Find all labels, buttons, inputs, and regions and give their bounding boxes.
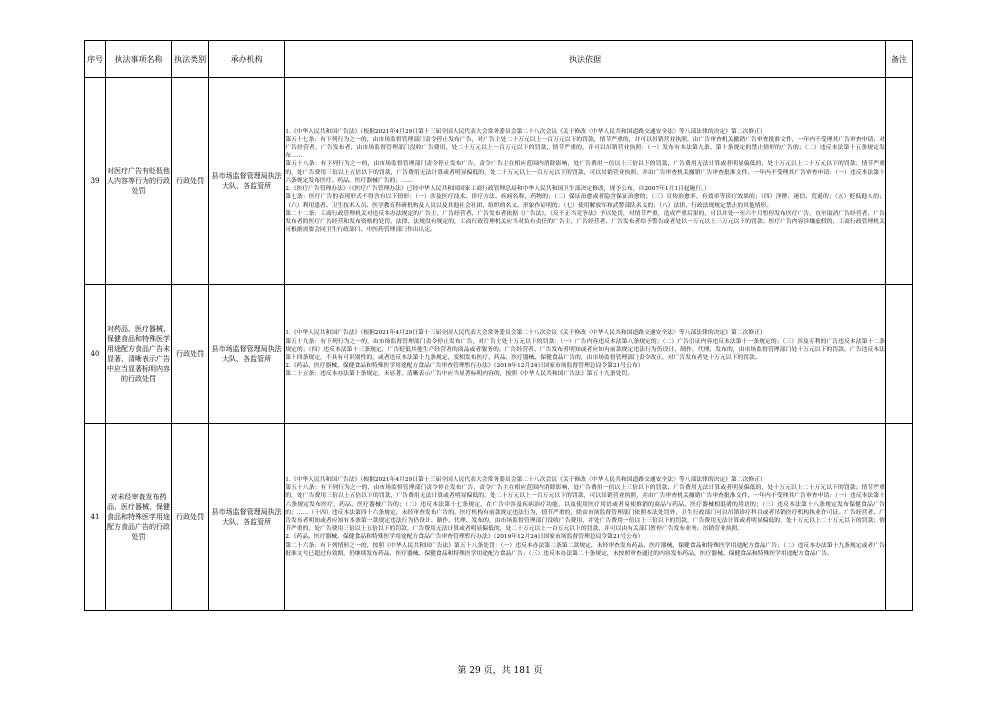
row-no: 41 xyxy=(85,424,106,611)
row-note xyxy=(885,424,912,611)
row-category: 行政处罚 xyxy=(172,78,209,285)
row-item-name: 对药品、医疗器械、保健食品和特殊医学用途配方食品广告未显著、清晰表示广告中应当显著标明内容的行政处罚 xyxy=(106,285,172,424)
header-organization: 承办机构 xyxy=(209,41,285,78)
header-note: 备注 xyxy=(885,41,912,78)
legal-basis-text: 1.《中华人民共和国广告法》（根据2021年4月29日第十三届全国人民代表大会常务委员会第二十八次会议《关于修改〈中华人民共和国道路交通安全法〉等八部法律的决定》第二次修正） 第五十九条：有下列行为之一的，由市场监督管理部门责令停止发布广告，对广告主处十万元以下的罚款：（一）广告内容违反本法第八条规定的；（二）广告引证内容违反本法第十一条规定的；（三）涉及专利的广告违反本法第十二条规定的；（四）违反本法第十三条规定，广告贬低其他生产经营者的商品或者服务的。广告经营者、广告发布者明知或者应知有前款规定违法行为仍设计、制作、代理、发布的，由市场监督管理部门处十万元以下的罚款。广告违反本法第十四条规定，不具有可识别性的，或者违反本法第十九条规定，变相发布医疗、药品、医疗器械、保健食品广告的，由市场监督管理部门责令改正，对广告发布者处十万元以下的罚款。 2.《药品、医疗器械、保健食品和特殊医学用途配方食品广告审查管理暂行办法》（2019年12月24日国家市场监督管理总局令第21号公布） 第二十五条：违反本办法第十条规定，未显著、清晰表示广告中应当显著标明内容的，按照《中华人民共和国广告法》第五十九条处罚。 xyxy=(285,330,885,378)
row-note xyxy=(885,285,912,424)
page-footer: 第 29 页，共 181 页 xyxy=(457,666,543,676)
row-note xyxy=(885,78,912,285)
table-header-row xyxy=(85,41,913,78)
row-item-name: 对未经审查发布药品、医疗器械、保健食品和特殊医学用途配方食品广告的行政处罚 xyxy=(106,424,172,611)
legal-basis-text: 1.《中华人民共和国广告法》（根据2021年4月29日第十三届全国人民代表大会常务委员会第二十八次会议《关于修改〈中华人民共和国道路交通安全法〉等八部法律的决定》第二次修正） 第五十七条：有下列行为之一的，由市场监督管理部门责令停止发布广告，对广告主处二十万元以上一百万元以下的罚款，情节严重的，并可以吊销营业执照，由广告审查机关撤销广告审查批准文件，一年内不受理其广告审查申请；对广告经营者、广告发布者，由市场监督管理部门没收广告费用，处二十万元以上一百万元以下的罚款，情节严重的，并可以吊销营业执照：（一）发布有本法第九条、第十条规定的禁止情形的广告的；（二）违反本法第十五条规定发布…… 第五十八条：有下列行为之一的，由市场监督管理部门责令停止发布广告，责令广告主在相应范围内消除影响，处广告费用一倍以上三倍以下的罚款，广告费用无法计算或者明显偏低的，处十万元以上二十万元以下的罚款；情节严重的，处广告费用三倍以上五倍以下的罚款，广告费用无法计算或者明显偏低的，处二十万元以上一百万元以下的罚款，可以吊销营业执照，并由广告审查机关撤销广告审查批准文件、一年内不受理其广告审查申请：（一）违反本法第十六条规定发布医疗、药品、医疗器械广告的；…… 2.《医疗广告管理办法》（《医疗广告管理办法》已经中华人民共和国国家工商行政管理总局和中华人民共和国卫生部决定修改，现予公布，自2007年1月1日起施行。） 第七条：医疗广告的表现形式不得含有以下情形：（一）涉及医疗技术、诊疗方法、疾病名称、药物的；（二）保证治愈或者隐含保证治愈的；（三）宣传治愈率、有效率等诊疗效果的；（四）淫秽、迷信、荒诞的；（五）贬低他人的；（六）利用患者、卫生技术人员、医学教育科研机构及人员以及其他社会社团、组织的名义、形象作证明的；（七）使用解放军和武警部队名义的；（八）法律、行政法规规定禁止的其他情形。 第二十二条：工商行政管理机关对违反本办法规定的广告主、广告经营者、广告发布者依据《广告法》、《反不正当竞争法》予以处罚，对情节严重，造成严重后果的，可以并处一至六个月暂停发布医疗广告、直至取消广告经营者、广告发布者的医疗广告经营和发布资格的处罚。法律、法规没有规定的，工商行政管理机关应当对负有责任的广告主、广告经营者、广告发布者给予警告或者处以一万元以上三万元以下的罚款；医疗广告内容涉嫌虚假的，工商行政管理机关可根据需要会同卫生行政部门、中医药管理部门作出认定。 xyxy=(285,128,885,234)
row-category: 行政处罚 xyxy=(172,424,209,611)
row-legal-basis xyxy=(285,424,886,611)
header-legal-basis: 执法依据 xyxy=(285,41,886,78)
row-legal-basis xyxy=(285,285,886,424)
row-no: 39 xyxy=(85,78,106,285)
row-organization: 县市场监督管理局执法大队、各监管所 xyxy=(209,78,285,285)
header-no: 序号 xyxy=(85,41,106,78)
table-row xyxy=(85,424,913,611)
header-category: 执法类别 xyxy=(172,41,209,78)
row-no: 40 xyxy=(85,285,106,424)
legal-basis-text: 1.《中华人民共和国广告法》（根据2021年4月29日第十三届全国人民代表大会常务委员会第二十八次会议《关于修改〈中华人民共和国道路交通安全法〉等八部法律的决定》第二次修正） 第五十八条：有下列行为之一的，由市场监督管理部门责令停止发布广告，责令广告主在相应范围内消除影响，处广告费用一倍以上三倍以下的罚款，广告费用无法计算或者明显偏低的，处十万元以上二十万元以下的罚款；情节严重的，处广告费用三倍以上五倍以下的罚款，广告费用无法计算或者明显偏低的，处二十万元以上一百万元以下的罚款，可以吊销营业执照，并由广告审查机关撤销广告审查批准文件、一年内不受理其广告审查申请：（一）违反本法第十六条规定发布医疗、药品、医疗器械广告的；（二）违反本法第十七条规定，在广告中涉及疾病治疗功能，以及使用医疗用语或者易使推销的商品与药品、医疗器械相混淆的用语的；（三）违反本法第十八条规定发布保健食品广告的；……（十四）违反本法第四十六条规定，未经审查发布广告的。医疗机构有前款规定违法行为，情节严重的，除由市场监督管理部门依照本法处罚外，卫生行政部门可以吊销诊疗科目或者吊销医疗机构执业许可证。广告经营者、广告发布者明知或者应知有本条第一款规定违法行为仍设计、制作、代理、发布的，由市场监督管理部门没收广告费用，并处广告费用一倍以上三倍以下的罚款，广告费用无法计算或者明显偏低的，处十万元以上二十万元以下的罚款；情节严重的，处广告费用三倍以上五倍以下的罚款，广告费用无法计算或者明显偏低的，处二十万元以上一百万元以下的罚款，并可以由有关部门暂停广告发布业务、吊销营业执照。 2.《药品、医疗器械、保健食品和特殊医学用途配方食品广告审查管理暂行办法》（2019年12月24日国家市场监督管理总局令第21号公布） 第二十六条：有下列情形之一的，按照《中华人民共和国广告法》第五十八条处罚：（一）违反本办法第二条第二款规定，未经审查发布药品、医疗器械、保健食品和特殊医学用途配方食品广告；（二）违反本办法第十九条规定或者广告批准文号已超过有效期，仍继续发布药品、医疗器械、保健食品和特殊医学用途配方食品广告；（三）违反本办法第二十条规定，未按照审查通过的内容发布药品、医疗器械、保健食品和特殊医学用途配方食品广告。 xyxy=(285,476,885,557)
enforcement-table xyxy=(84,40,913,611)
table-row xyxy=(85,78,913,285)
row-legal-basis xyxy=(285,78,886,285)
table-row xyxy=(85,285,913,424)
row-organization: 县市场监督管理局执法大队、各监管所 xyxy=(209,424,285,611)
row-organization: 县市场监督管理局执法大队、各监管所 xyxy=(209,285,285,424)
row-category: 行政处罚 xyxy=(172,285,209,424)
row-item-name: 对医疗广告有贬低他人内容等行为的行政处罚 xyxy=(106,78,172,285)
header-item-name: 执法事项名称 xyxy=(106,41,172,78)
